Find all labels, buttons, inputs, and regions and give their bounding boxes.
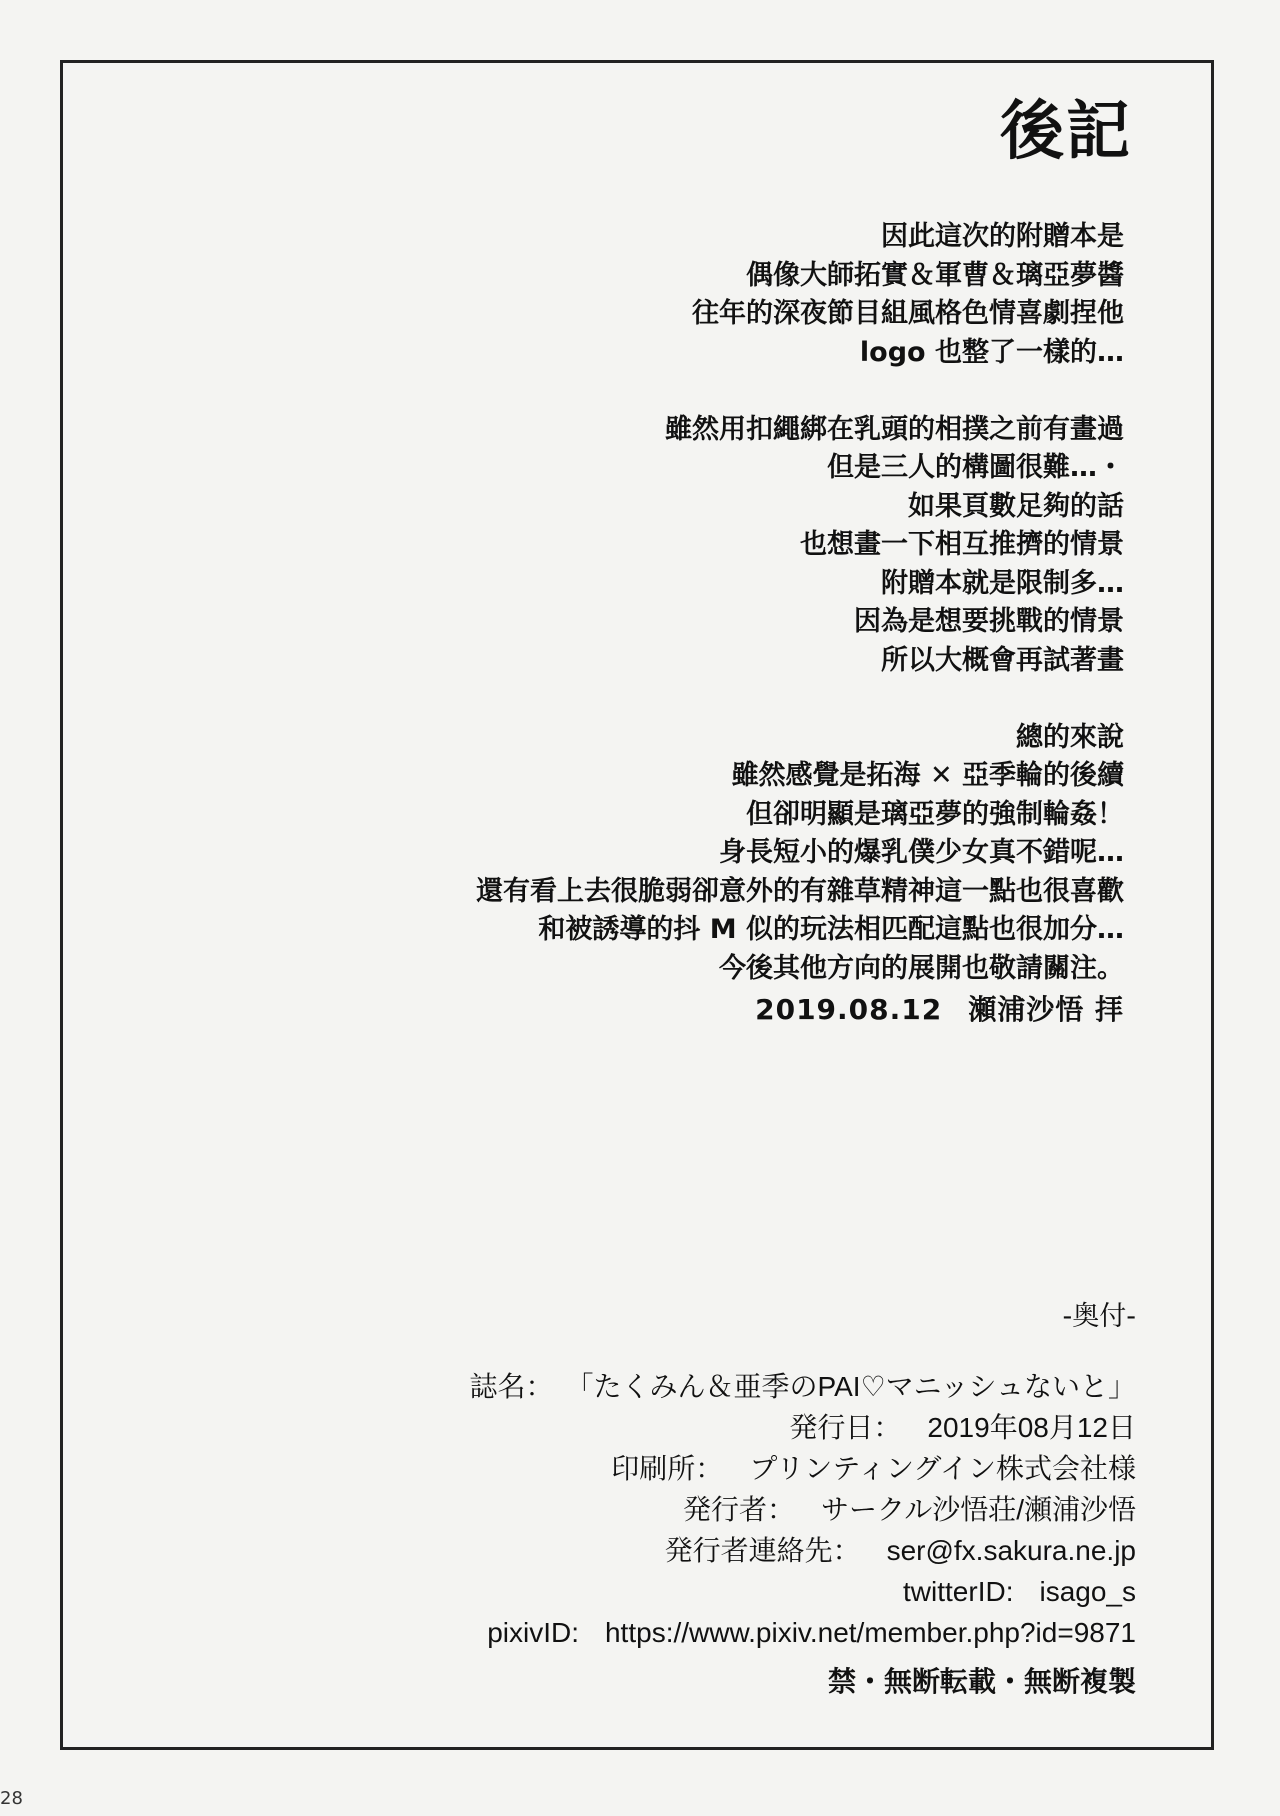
text-line: 總的來說 bbox=[1016, 721, 1124, 753]
text-line: 今後其他方向的展開也敬請關注。 bbox=[719, 952, 1124, 984]
colophon-row-printer bbox=[136, 1448, 1136, 1489]
colophon-label: twitterID: bbox=[903, 1576, 1014, 1607]
text-line: logo 也整了一樣的… bbox=[859, 336, 1124, 368]
colophon-row-contact bbox=[136, 1530, 1136, 1571]
text-line: 因為是想要挑戰的情景 bbox=[854, 606, 1124, 637]
colophon-row-twitter bbox=[136, 1571, 1136, 1612]
afterword-paragraph bbox=[124, 719, 1124, 989]
colophon-value: 「たくみん＆亜季のPAI♡マニッシュないと」 bbox=[579, 1371, 1136, 1402]
copyright-notice: 禁・無断転載・無断複製 bbox=[827, 1665, 1136, 1698]
colophon-header: -奥付- bbox=[1062, 1301, 1136, 1332]
colophon-value: https://www.pixiv.net/member.php?id=9871 bbox=[604, 1617, 1136, 1648]
colophon-label: 発行者： bbox=[683, 1494, 796, 1525]
colophon-row-date bbox=[136, 1407, 1136, 1448]
colophon-value: ser@fx.sakura.ne.jp bbox=[886, 1535, 1136, 1566]
afterword-body bbox=[124, 218, 1124, 1027]
text-line: 偶像大師拓實＆軍曹＆璃亞夢醬 bbox=[746, 259, 1124, 291]
colophon-label: 印刷所： bbox=[611, 1453, 724, 1484]
colophon-row-publisher bbox=[136, 1489, 1136, 1530]
colophon-value: サークル沙悟荘/瀬浦沙悟 bbox=[821, 1494, 1136, 1525]
text-line: 因此這次的附贈本是 bbox=[881, 221, 1124, 252]
afterword-paragraph bbox=[124, 411, 1124, 681]
text-line: 和被誘導的抖 M 似的玩法相匹配這點也很加分… bbox=[538, 914, 1124, 945]
colophon-value: 2019年08月12日 bbox=[927, 1412, 1136, 1443]
text-line: 身長短小的爆乳僕少女真不錯呢… bbox=[719, 837, 1124, 868]
text-line: 雖然感覺是拓海 ✕ 亞季輪的後續 bbox=[731, 760, 1124, 791]
page-title: 後記 bbox=[1000, 95, 1132, 169]
text-line: 雖然用扣繩綁在乳頭的相撲之前有畫過 bbox=[665, 413, 1124, 445]
colophon-label: 発行者連絡先： bbox=[664, 1535, 861, 1566]
colophon-value: isago_s bbox=[1039, 1576, 1136, 1607]
text-line: 往年的深夜節目組風格色情喜劇捏他 bbox=[692, 298, 1124, 329]
colophon bbox=[136, 1366, 1136, 1653]
afterword-paragraph bbox=[124, 218, 1124, 372]
colophon-label: pixivID: bbox=[487, 1617, 579, 1648]
colophon-row-pixiv bbox=[136, 1612, 1136, 1653]
text-line: 如果頁數足夠的話 bbox=[908, 490, 1124, 522]
text-line: 但卻明顯是璃亞夢的強制輪姦！ bbox=[746, 798, 1124, 830]
text-line: 但是三人的構圖很難…・ bbox=[827, 452, 1124, 483]
text-line: 所以大概會再試著畫 bbox=[881, 644, 1124, 676]
colophon-label: 誌名： bbox=[469, 1371, 554, 1402]
text-line: 附贈本就是限制多… bbox=[881, 567, 1124, 599]
colophon-value: プリンティングイン株式会社様 bbox=[749, 1453, 1136, 1484]
text-line: 還有看上去很脆弱卻意外的有雜草精神這一點也很喜歡 bbox=[476, 875, 1124, 907]
colophon-row-title bbox=[136, 1366, 1136, 1407]
page-number: 28 bbox=[0, 1788, 23, 1809]
text-line: 也想畫一下相互推擠的情景 bbox=[800, 529, 1124, 560]
colophon-label: 発行日： bbox=[789, 1412, 902, 1443]
signature-author: 瀬浦沙悟 拝 bbox=[968, 993, 1124, 1026]
signature-date: 2019.08.12 bbox=[755, 993, 943, 1026]
signature bbox=[755, 988, 1124, 1028]
